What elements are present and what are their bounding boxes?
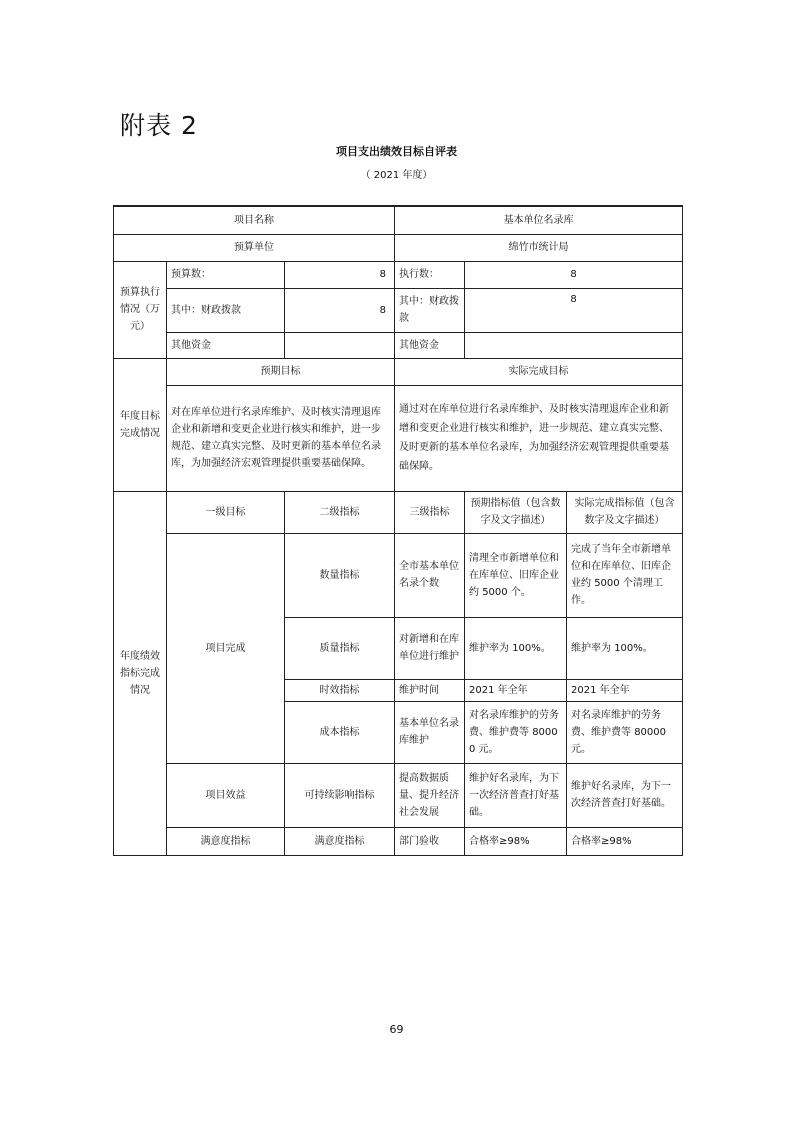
actual-goal-text: 通过对在库单位进行名录库维护、及时核实清理退库企业和新增和变更企业进行核实和维护，进一步规范、建立真实完整、及时更新的基本单位名录库，为加强经济宏观管理提供重要基础保障。 (395, 385, 683, 491)
cost-expected: 对名录库维护的劳务费、维护费等 80000 元。 (465, 701, 567, 763)
timeliness-indicator-name: 时效指标 (285, 679, 395, 701)
year-line: （ 2021 年度） (360, 170, 433, 181)
satisfaction-level1: 满意度指标 (167, 827, 285, 855)
fiscal-allocation-exec-value: 8 (465, 288, 683, 332)
project-completion-label: 项目完成 (167, 533, 285, 763)
self-evaluation-table (113, 205, 683, 856)
quality-indicator-name: 质量指标 (285, 617, 395, 679)
quantity-actual: 完成了当年全市新增单位和在库单位、旧库企业约 5000 个清理工作。 (567, 533, 683, 617)
quality-level3: 对新增和在库单位进行维护 (395, 617, 465, 679)
table-row (114, 332, 683, 358)
other-funds-exec-value (465, 332, 683, 358)
table-row (114, 206, 683, 234)
table-row (114, 385, 683, 491)
sustainability-indicator-name: 可持续影响指标 (285, 763, 395, 827)
cost-actual: 对名录库维护的劳务费、维护费等 80000 元。 (567, 701, 683, 763)
budget-execution-label: 预算执行情况（万元） (114, 261, 167, 358)
quantity-indicator-name: 数量指标 (285, 533, 395, 617)
table-row (114, 827, 683, 855)
table-row (114, 234, 683, 261)
satisfaction-expected: 合格率≥98% (465, 827, 567, 855)
satisfaction-level3: 部门验收 (395, 827, 465, 855)
satisfaction-actual: 合格率≥98% (567, 827, 683, 855)
page-number: 69 (389, 1023, 404, 1036)
timeliness-actual: 2021 年全年 (567, 679, 683, 701)
sustainability-actual: 维护好名录库，为下一次经济普查打好基础。 (567, 763, 683, 827)
budget-unit-value: 绵竹市统计局 (395, 234, 683, 261)
header-expected: 预期指标值（包含数字及文字描述） (465, 491, 567, 533)
expected-goal-header: 预期目标 (167, 358, 395, 385)
header-actual: 实际完成指标值（包含数字及文字描述） (567, 491, 683, 533)
timeliness-expected: 2021 年全年 (465, 679, 567, 701)
annual-goal-label: 年度目标完成情况 (114, 358, 167, 491)
fiscal-allocation-budget-value: 8 (285, 288, 395, 332)
project-name-label: 项目名称 (114, 206, 395, 234)
executed-amount-label: 执行数： (395, 261, 465, 288)
quality-expected: 维护率为 100%。 (465, 617, 567, 679)
appendix-label: 附表 2 (120, 111, 198, 140)
satisfaction-indicator-name: 满意度指标 (285, 827, 395, 855)
table-row (114, 763, 683, 827)
table-row (114, 261, 683, 288)
table-row (114, 491, 683, 533)
sustainability-level3: 提高数据质量、提升经济社会发展 (395, 763, 465, 827)
budget-unit-label: 预算单位 (114, 234, 395, 261)
header-level3: 三级指标 (395, 491, 465, 533)
other-funds-exec-label: 其他资金 (395, 332, 465, 358)
cost-indicator-name: 成本指标 (285, 701, 395, 763)
sustainability-expected: 维护好名录库，为下一次经济普查打好基础。 (465, 763, 567, 827)
header-level1: 一级目标 (167, 491, 285, 533)
actual-goal-header: 实际完成目标 (395, 358, 683, 385)
other-funds-budget-value (285, 332, 395, 358)
budget-amount-value: 8 (285, 261, 395, 288)
expected-goal-text: 对在库单位进行名录库维护、及时核实清理退库企业和新增和变更企业进行核实和维护，进一步规范、建立真实完整、及时更新的基本单位名录库，为加强经济宏观管理提供重要基础保障。 (167, 385, 395, 491)
timeliness-level3: 维护时间 (395, 679, 465, 701)
other-funds-label: 其他资金 (167, 332, 285, 358)
fiscal-allocation-label: 其中：财政拨款 (167, 288, 285, 332)
quantity-level3: 全市基本单位名录个数 (395, 533, 465, 617)
performance-indicator-label: 年度绩效指标完成情况 (114, 491, 167, 855)
quality-actual: 维护率为 100%。 (567, 617, 683, 679)
budget-amount-label: 预算数： (167, 261, 285, 288)
table-row (114, 358, 683, 385)
table-row (114, 533, 683, 617)
project-benefit-label: 项目效益 (167, 763, 285, 827)
project-name-value: 基本单位名录库 (395, 206, 683, 234)
cost-level3: 基本单位名录库维护 (395, 701, 465, 763)
table-row (114, 288, 683, 332)
document-title: 项目支出绩效目标自评表 (336, 145, 457, 158)
executed-amount-value: 8 (465, 261, 683, 288)
quantity-expected: 清理全市新增单位和在库单位、旧库企业约 5000 个。 (465, 533, 567, 617)
fiscal-allocation-exec-label: 其中：财政拨款 (395, 288, 465, 332)
header-level2: 二级指标 (285, 491, 395, 533)
